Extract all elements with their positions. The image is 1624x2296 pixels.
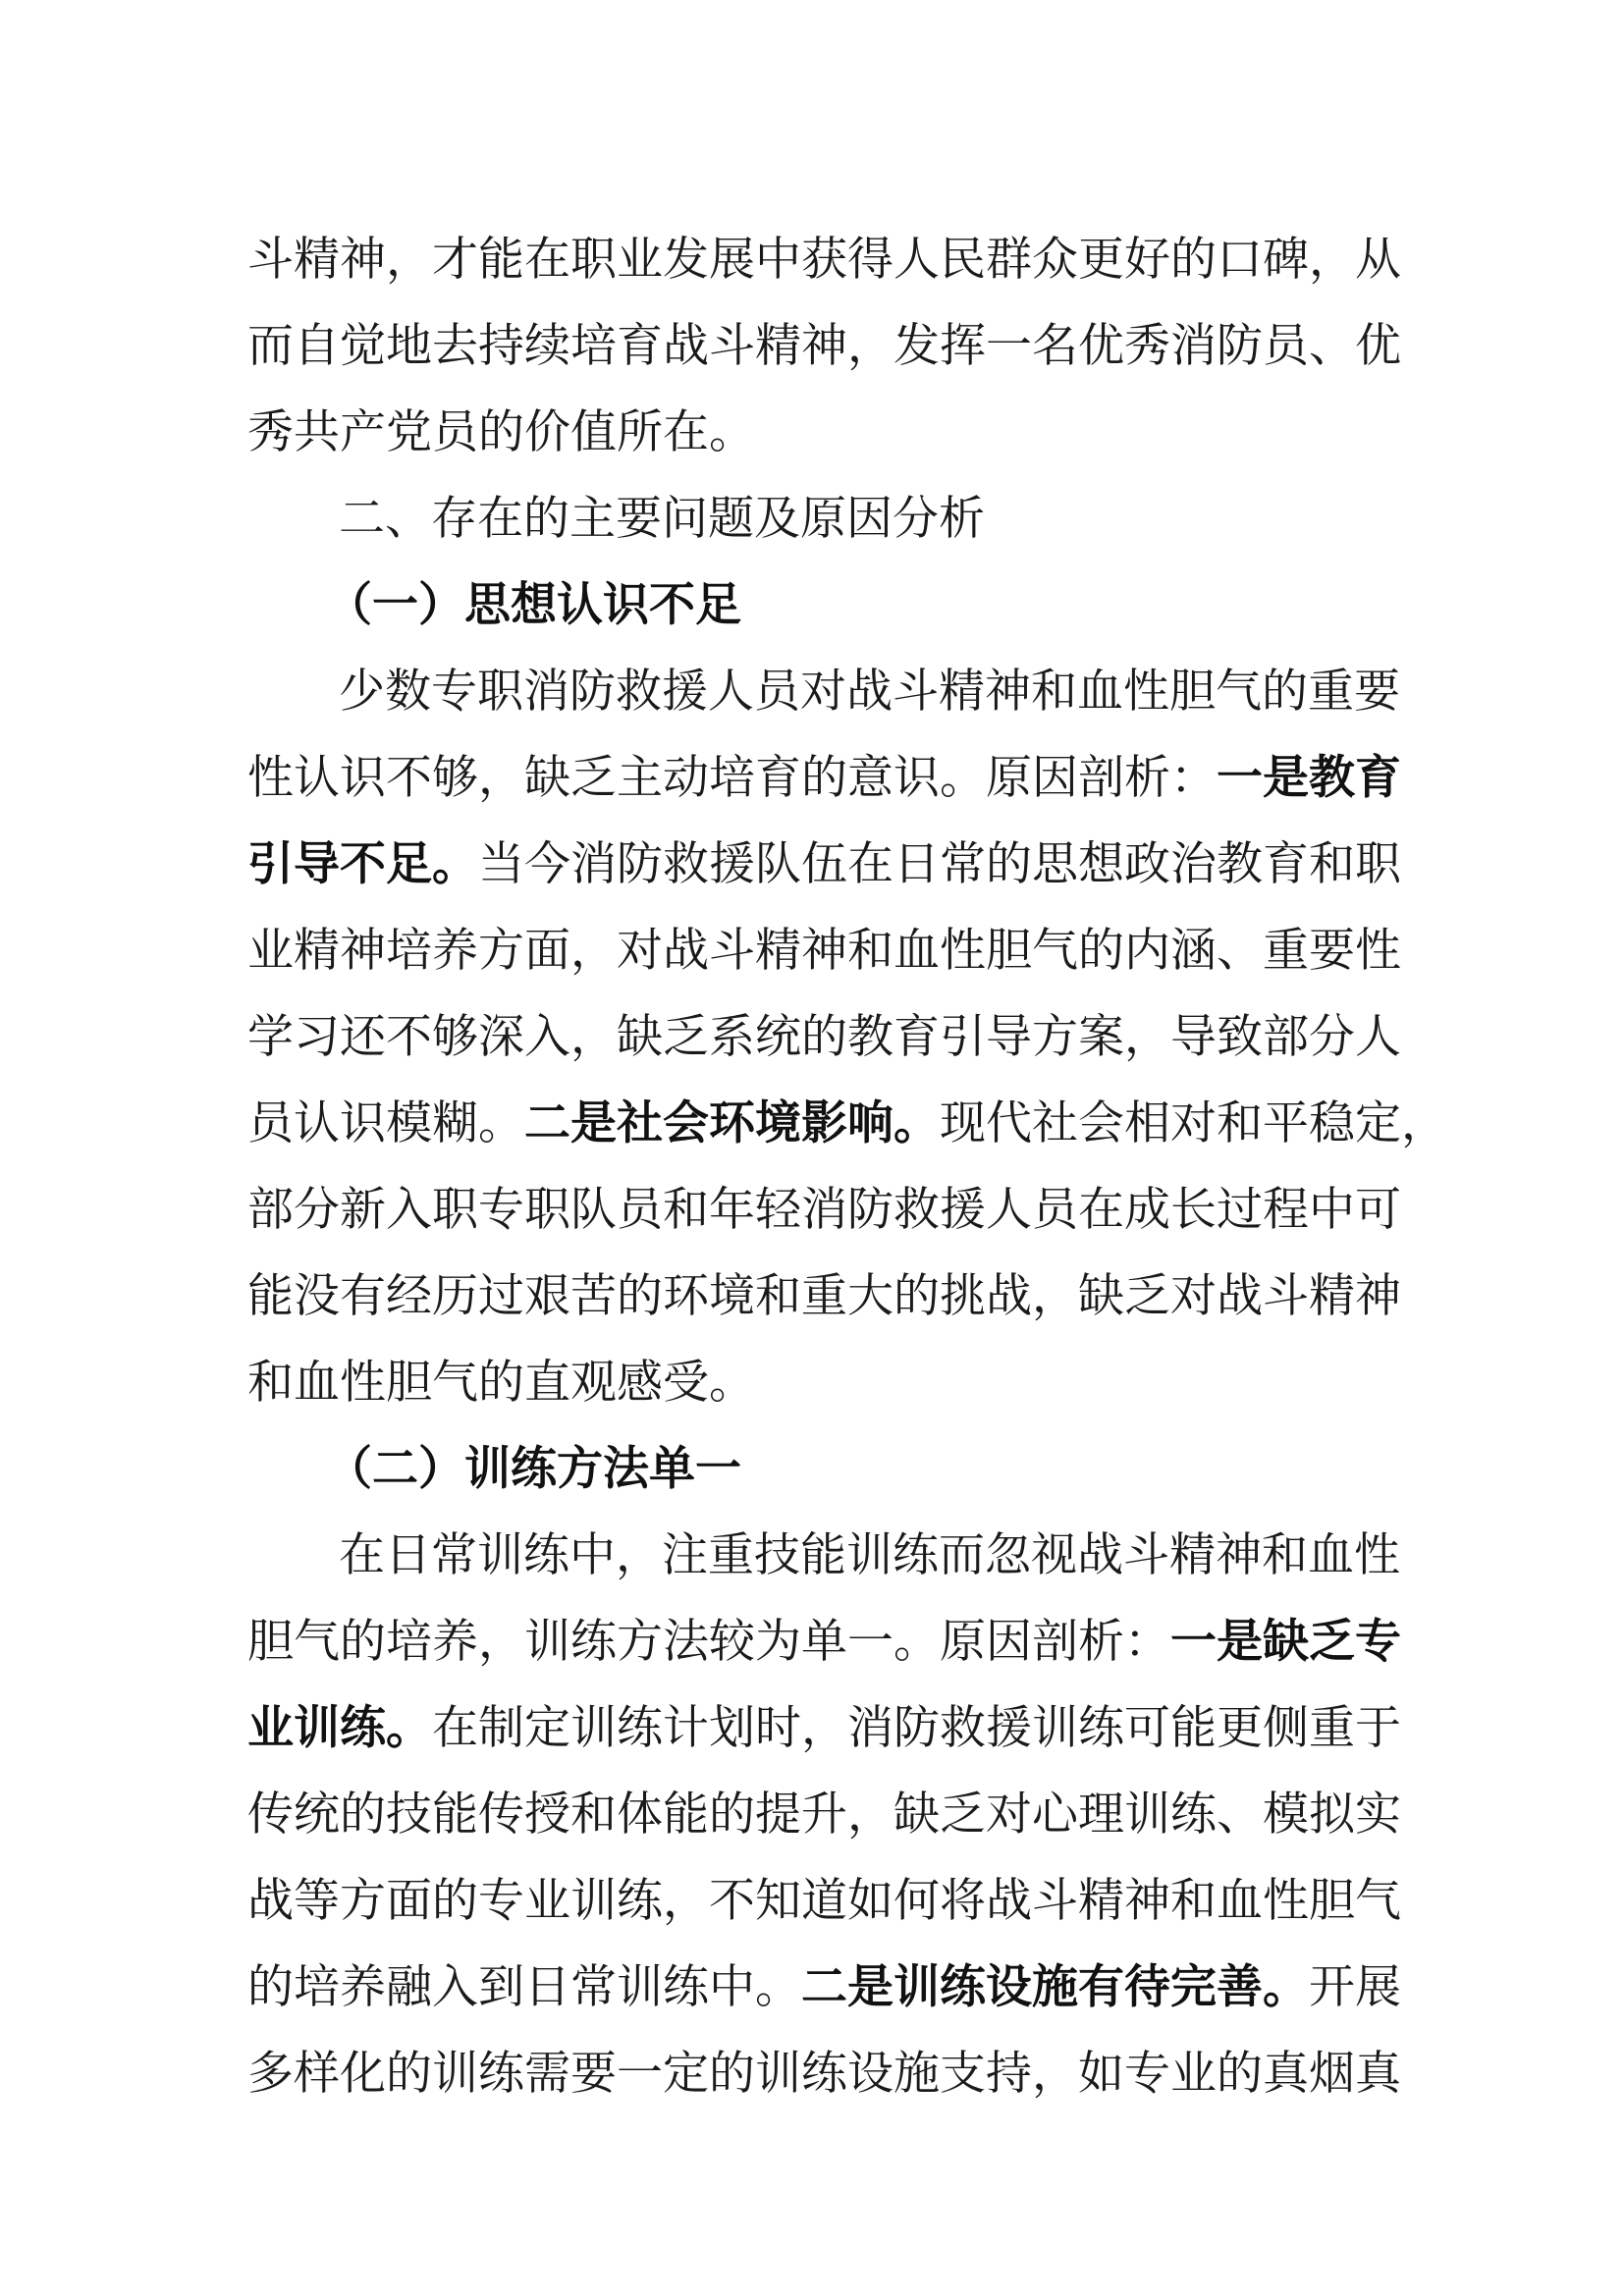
body-text-line: 的培养融入到日常训练中。二是训练设施有待完善。开展	[247, 1960, 1401, 2014]
bold-phrase: 引导不足。	[247, 837, 478, 891]
bold-phrase: 一是教育	[1217, 751, 1401, 805]
body-text-line: 而自觉地去持续培育战斗精神，发挥一名优秀消防员、优	[247, 319, 1401, 373]
body-text-line: 部分新入职专职队员和年轻消防救援人员在成长过程中可	[247, 1183, 1401, 1237]
body-text-line: 多样化的训练需要一定的训练设施支持，如专业的真烟真	[247, 2047, 1401, 2101]
body-text-line: 学习还不够深入，缺乏系统的教育引导方案，导致部分人	[247, 1010, 1401, 1064]
body-text-line: 斗精神，才能在职业发展中获得人民群众更好的口碑，从	[247, 233, 1401, 287]
subsection-heading: （二）训练方法单一	[326, 1442, 741, 1496]
body-text-line: 性认识不够，缺乏主动培育的意识。原因剖析：一是教育	[247, 751, 1401, 805]
body-text-line: 战等方面的专业训练，不知道如何将战斗精神和血性胆气	[247, 1874, 1401, 1928]
bold-phrase: 一是缺乏专	[1170, 1615, 1401, 1669]
paragraph-first-line: 少数专职消防救援人员对战斗精神和血性胆气的重要	[339, 665, 1400, 719]
body-text-line: 员认识模糊。二是社会环境影响。现代社会相对和平稳定，	[247, 1096, 1447, 1150]
bold-phrase: 二是社会环境影响。	[524, 1096, 940, 1150]
body-text-line: 传统的技能传授和体能的提升，缺乏对心理训练、模拟实	[247, 1788, 1401, 1842]
body-text-line: 和血性胆气的直观感受。	[247, 1356, 755, 1410]
body-text-line: 能没有经历过艰苦的环境和重大的挑战，缺乏对战斗精神	[247, 1269, 1401, 1323]
body-text-line: 秀共产党员的价值所在。	[247, 405, 755, 459]
paragraph-first-line: 在日常训练中，注重技能训练而忽视战斗精神和血性	[339, 1528, 1400, 1582]
body-text-line: 胆气的培养，训练方法较为单一。原因剖析：一是缺乏专	[247, 1615, 1401, 1669]
bold-phrase: 业训练。	[247, 1701, 432, 1755]
body-text-line: 引导不足。当今消防救援队伍在日常的思想政治教育和职	[247, 837, 1401, 891]
subsection-heading: （一）思想认识不足	[326, 578, 741, 632]
section-heading: 二、存在的主要问题及原因分析	[339, 492, 985, 546]
body-text-line: 业精神培养方面，对战斗精神和血性胆气的内涵、重要性	[247, 924, 1401, 978]
body-text-line: 业训练。在制定训练计划时，消防救援训练可能更侧重于	[247, 1701, 1401, 1755]
bold-phrase: 二是训练设施有待完善。	[801, 1960, 1309, 2014]
